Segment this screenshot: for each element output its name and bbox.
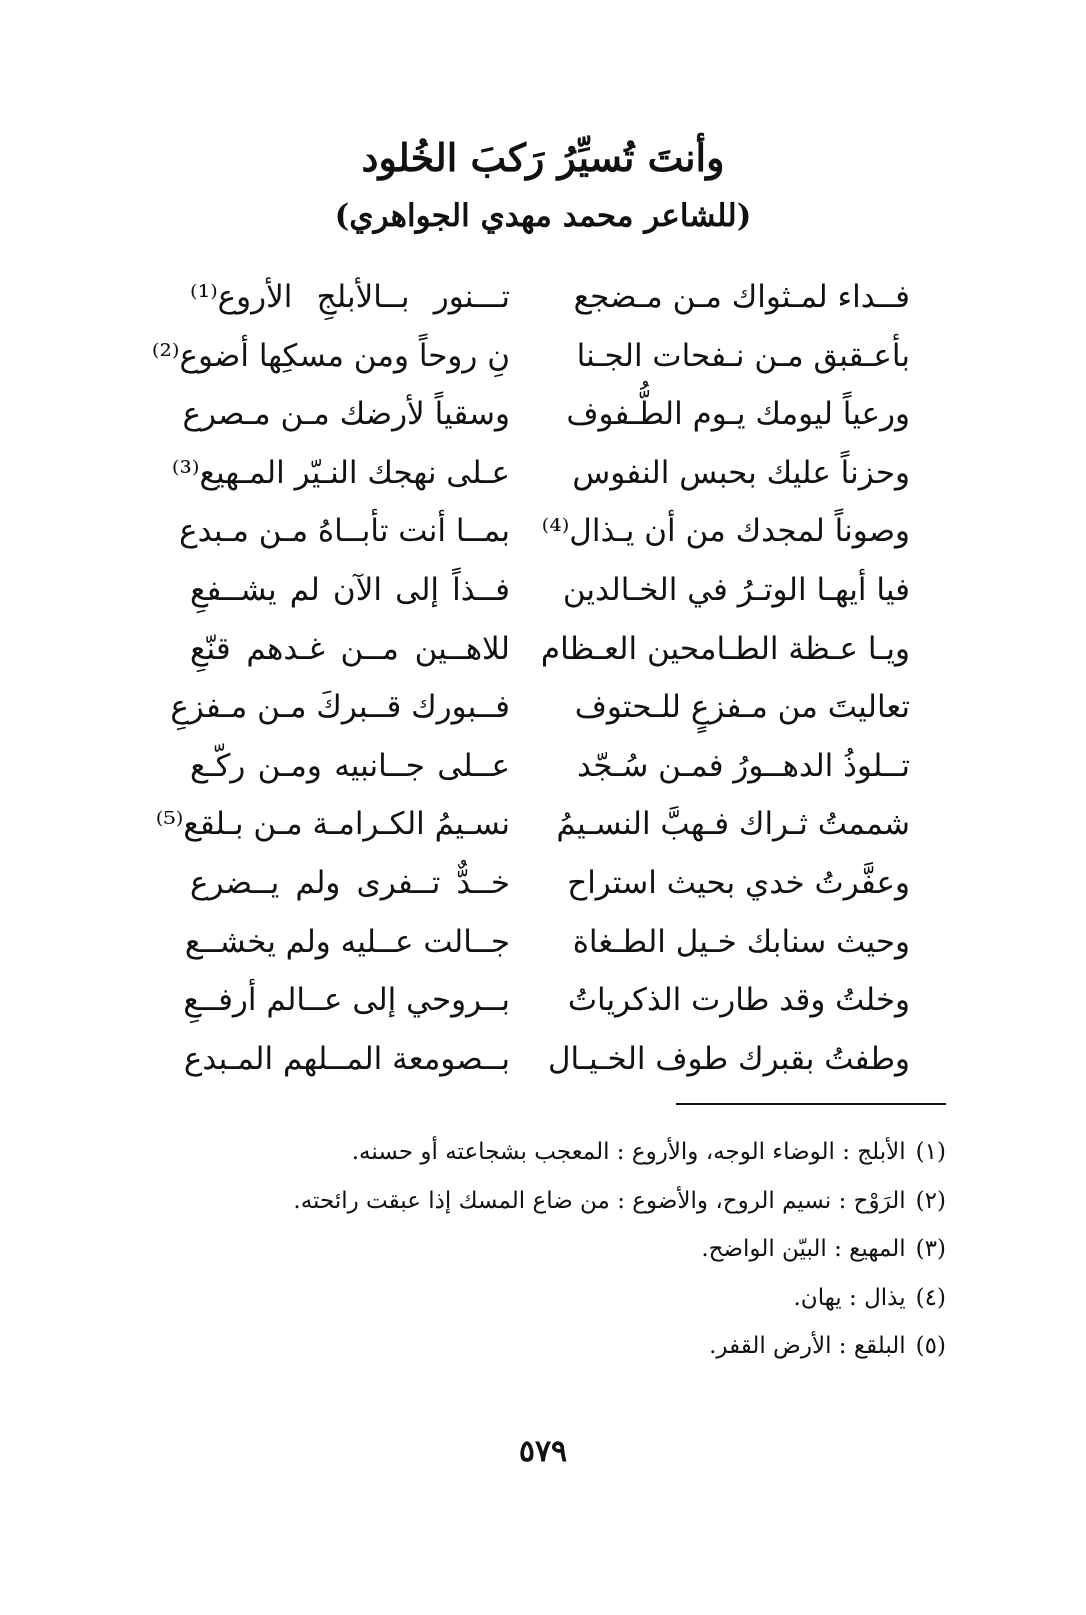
poem-title: وأنتَ تُسيِّرُ رَكبَ الخُلود bbox=[361, 135, 725, 180]
verse-first-hemistich: بأعـقبق مـن نـفحات الجـنا bbox=[576, 337, 910, 374]
verse-row bbox=[155, 795, 910, 854]
verse-row bbox=[171, 444, 910, 503]
verse-first-hemistich: تــلوذُ الدهــورُ فمـن سُـجّد bbox=[576, 747, 910, 784]
verse-second-hemistich: خــدٌّ تــفرى ولم يــضرع bbox=[190, 864, 510, 901]
footnote-text: البلقع : الأرض القفر. bbox=[709, 1333, 906, 1359]
verse-row bbox=[190, 620, 910, 679]
verse-row bbox=[184, 913, 910, 972]
verse-second-hemistich: نِ روحاً ومن مسكِها أضوع⁽²⁾ bbox=[151, 337, 510, 374]
footnote-number: (٤) bbox=[915, 1284, 946, 1311]
verse-row bbox=[179, 502, 910, 561]
verse-first-hemistich: وعفَّرتُ خدي بحيث استراح bbox=[567, 864, 910, 901]
verse-first-hemistich: ورعياً ليومك يـوم الطُّـفوف bbox=[566, 396, 910, 433]
verse-row bbox=[170, 678, 910, 737]
verse-second-hemistich: بــروحي إلى عــالم أرفــعِ bbox=[183, 982, 510, 1019]
verse-first-hemistich: وخلتُ وقد طارت الذكرياتُ bbox=[567, 982, 910, 1019]
footnote bbox=[146, 1225, 946, 1274]
footnote bbox=[146, 1177, 946, 1226]
verse-row bbox=[190, 268, 910, 327]
footnote-number: (٥) bbox=[915, 1333, 946, 1359]
verse-second-hemistich: فــبورك قــبركَ مـن مـفزعِ bbox=[170, 689, 510, 726]
verse-second-hemistich: عـلى نهجك النـيّر المـهيع⁽³⁾ bbox=[171, 454, 510, 491]
verse-first-hemistich: تعاليتَ من مـفزعٍ للـحتوف bbox=[574, 689, 910, 726]
verse-second-hemistich: فــذاً إلى الآن لم يشــفعِ bbox=[190, 571, 510, 608]
verse-second-hemistich: بــصومعة المــلهم المـبدع bbox=[183, 1040, 510, 1077]
verse-row bbox=[182, 385, 910, 444]
verse-second-hemistich: بمــا أنت تأبــاهُ مـن مـبدع bbox=[179, 513, 510, 550]
footnote bbox=[146, 1274, 946, 1323]
footnote-text: يذال : يهان. bbox=[793, 1284, 906, 1311]
verse-first-hemistich: فــداء لمـثواك مـن مـضجع bbox=[573, 279, 910, 315]
poem-subtitle: (للشاعر محمد مهدي الجواهري) bbox=[334, 198, 752, 234]
verse-row bbox=[190, 737, 910, 796]
verse-row bbox=[151, 327, 910, 386]
verse-second-hemistich: نسـيمُ الكـرامـة مـن بـلقع⁽⁵⁾ bbox=[155, 806, 510, 843]
footnote-number: (٣) bbox=[915, 1236, 946, 1262]
verse-second-hemistich: جــالت عــليه ولم يخشــع bbox=[184, 923, 510, 960]
verse-row bbox=[190, 854, 910, 913]
footnote-number: (٢) bbox=[915, 1187, 946, 1214]
footnote-divider bbox=[676, 1103, 946, 1105]
footnotes bbox=[146, 1128, 946, 1371]
verse-first-hemistich: فيا أيهـا الوتـرُ في الخـالدين bbox=[562, 571, 910, 608]
poem-body bbox=[151, 268, 910, 1088]
verse-first-hemistich: وحيث سنابك خـيل الطـغاة bbox=[572, 923, 910, 960]
footnote-text: المهيع : البيّن الواضح. bbox=[701, 1236, 906, 1262]
verse-first-hemistich: وطفتُ بقبرك طوف الخـيـال bbox=[547, 1040, 910, 1077]
footnote-text: الأبلج : الوضاء الوجه، والأروع : المعجب بشجاعته أو حسنه. bbox=[351, 1139, 906, 1165]
verse-first-hemistich: وصوناً لمجدك من أن يـذال⁽⁴⁾ bbox=[541, 513, 910, 550]
footnote-text: الرَوْح : نسيم الروح، والأضوع : من ضاع المسك إذا عبقت رائحته. bbox=[293, 1187, 906, 1214]
verse-row bbox=[183, 1030, 910, 1089]
footnote bbox=[146, 1128, 946, 1177]
footnote bbox=[146, 1322, 946, 1371]
verse-second-hemistich: وسقياً لأرضك مـن مـصرع bbox=[182, 396, 510, 433]
verse-row bbox=[190, 561, 910, 620]
verse-row bbox=[183, 971, 910, 1030]
verse-second-hemistich: تـــنور بــالأبلجِ الأروع⁽¹⁾ bbox=[190, 279, 510, 315]
page-number: ٥٧٩ bbox=[518, 1434, 568, 1469]
verse-second-hemistich: للاهــين مــن غـدهم قنّعِ bbox=[190, 630, 510, 667]
verse-first-hemistich: شممتُ ثـراك فـهبَّ النسـيمُ bbox=[556, 806, 910, 843]
verse-second-hemistich: عــلى جــانبيه ومـن ركّـع bbox=[190, 747, 510, 784]
verse-first-hemistich: وحزناً عليك بحبس النفوس bbox=[572, 454, 910, 491]
footnote-number: (١) bbox=[915, 1139, 946, 1165]
verse-first-hemistich: ويـا عـظة الطـامحين العـظام bbox=[540, 630, 910, 667]
